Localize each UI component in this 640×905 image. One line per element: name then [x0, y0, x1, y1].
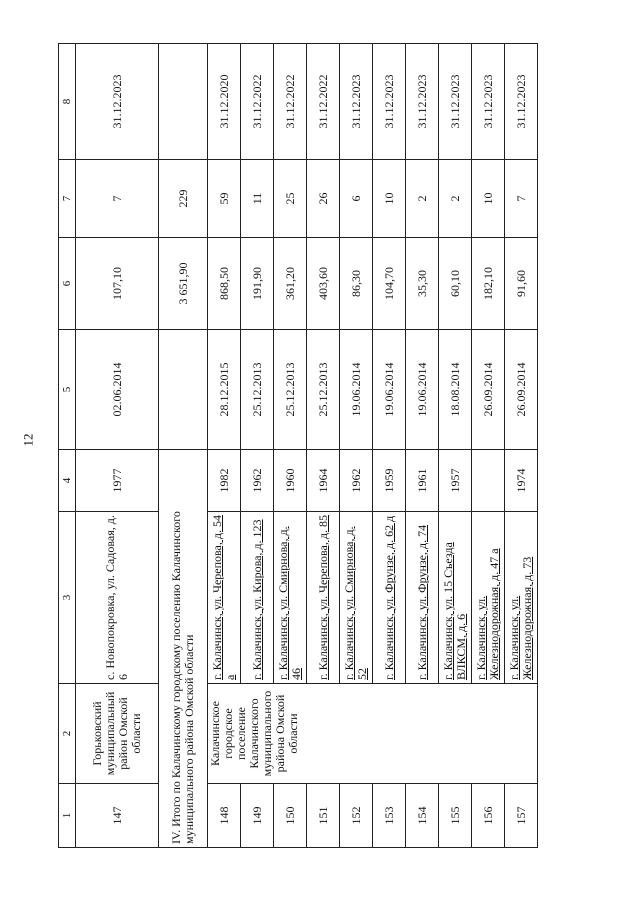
row-number: 147: [76, 784, 159, 848]
header-col-6: 6: [59, 238, 76, 330]
address-cell: г. Калачинск, ул. Черепова, д. 85: [307, 512, 340, 684]
address-cell: г. Калачинск, ул. Кирова, д. 123: [241, 512, 274, 684]
total-count: 229: [159, 160, 208, 238]
row-number: 157: [505, 784, 538, 848]
deadline-cell: 31.12.2023: [76, 44, 159, 160]
date-cell: 02.06.2014: [76, 330, 159, 450]
deadline-cell: 31.12.2023: [505, 44, 538, 160]
address-cell: г. Калачинск, ул. Черепова, д. 54 а: [208, 512, 241, 684]
area-cell: 868,50: [208, 238, 241, 330]
row-number: 150: [274, 784, 307, 848]
year-cell: 1957: [439, 450, 472, 512]
date-cell: 25.12.2013: [274, 330, 307, 450]
year-cell: 1962: [241, 450, 274, 512]
row-number: 153: [373, 784, 406, 848]
row-number: 155: [439, 784, 472, 848]
year-cell: 1961: [406, 450, 439, 512]
total-empty-cell: [159, 330, 208, 450]
date-cell: 18.08.2014: [439, 330, 472, 450]
address-cell: г. Калачинск, ул. Железнодорожная, д. 73: [505, 512, 538, 684]
year-cell: 1964: [307, 450, 340, 512]
group-body: [208, 44, 538, 848]
deadline-cell: 31.12.2023: [373, 44, 406, 160]
deadline-cell: 31.12.2022: [274, 44, 307, 160]
deadline-cell: 31.12.2023: [340, 44, 373, 160]
date-cell: 19.06.2014: [406, 330, 439, 450]
count-cell: 10: [472, 160, 505, 238]
row-number: 152: [340, 784, 373, 848]
deadline-cell: 31.12.2022: [241, 44, 274, 160]
count-cell: 25: [274, 160, 307, 238]
area-cell: 107,10: [76, 238, 159, 330]
count-cell: 59: [208, 160, 241, 238]
row-number: 149: [241, 784, 274, 848]
deadline-cell: 31.12.2022: [307, 44, 340, 160]
page-number: 12: [20, 433, 36, 447]
date-cell: 26.09.2014: [472, 330, 505, 450]
row-number: 151: [307, 784, 340, 848]
header-col-4: 4: [59, 450, 76, 512]
table-row: [76, 44, 159, 848]
header-row: [59, 44, 76, 848]
year-cell: 1977: [76, 450, 159, 512]
area-cell: 60,10: [439, 238, 472, 330]
header-col-1: 1: [59, 784, 76, 848]
total-label: IV. Итого по Калачинскому городскому поселению Калачинского муниципального района Омской области: [159, 450, 208, 848]
header-col-5: 5: [59, 330, 76, 450]
rotated-table-container: [58, 44, 534, 848]
address-cell: г. Калачинск, ул. 15 Съезда ВЛКСМ, д. 6: [439, 512, 472, 684]
count-cell: 26: [307, 160, 340, 238]
area-cell: 86,30: [340, 238, 373, 330]
count-cell: 7: [76, 160, 159, 238]
count-cell: 10: [373, 160, 406, 238]
address-cell: г. Калачинск, ул. Фрунзе, д. 62 д: [373, 512, 406, 684]
row-number: 156: [472, 784, 505, 848]
header-col-3: 3: [59, 512, 76, 684]
group-municipality-cell: Калачинское городское поселение Калачинского муниципального района Омской области: [208, 684, 538, 784]
count-cell: 11: [241, 160, 274, 238]
date-cell: 25.12.2013: [307, 330, 340, 450]
date-cell: 28.12.2015: [208, 330, 241, 450]
deadline-cell: 31.12.2023: [472, 44, 505, 160]
year-cell: 1974: [505, 450, 538, 512]
total-empty-deadline: [159, 44, 208, 160]
total-row: [159, 44, 208, 848]
total-area: 3 651,90: [159, 238, 208, 330]
table-row: [208, 44, 241, 848]
area-cell: 361,20: [274, 238, 307, 330]
count-cell: 7: [505, 160, 538, 238]
address-cell: с. Новопокровка, ул. Садовая, д. 6: [76, 512, 159, 684]
year-cell: 1959: [373, 450, 406, 512]
row-number: 148: [208, 784, 241, 848]
header-col-2: 2: [59, 684, 76, 784]
header-col-7: 7: [59, 160, 76, 238]
address-cell: г. Калачинск, ул. Железнодорожная, д. 47 а: [472, 512, 505, 684]
area-cell: 191,90: [241, 238, 274, 330]
date-cell: 25.12.2013: [241, 330, 274, 450]
date-cell: 19.06.2014: [340, 330, 373, 450]
address-cell: г. Калачинск, ул. Смирнова, д. 46: [274, 512, 307, 684]
area-cell: 91,60: [505, 238, 538, 330]
housing-table: [58, 43, 538, 848]
area-cell: 403,60: [307, 238, 340, 330]
header-col-8: 8: [59, 44, 76, 160]
count-cell: 2: [406, 160, 439, 238]
address-cell: г. Калачинск, ул. Фрунзе, д. 74: [406, 512, 439, 684]
year-cell: 1962: [340, 450, 373, 512]
count-cell: 6: [340, 160, 373, 238]
area-cell: 35,30: [406, 238, 439, 330]
municipality-cell: Горьковский муниципальный район Омской области: [76, 684, 159, 784]
year-cell: [472, 450, 505, 512]
deadline-cell: 31.12.2023: [406, 44, 439, 160]
year-cell: 1960: [274, 450, 307, 512]
count-cell: 2: [439, 160, 472, 238]
deadline-cell: 31.12.2020: [208, 44, 241, 160]
year-cell: 1982: [208, 450, 241, 512]
row-number: 154: [406, 784, 439, 848]
address-cell: г. Калачинск, ул. Смирнова, д. 52: [340, 512, 373, 684]
area-cell: 182,10: [472, 238, 505, 330]
deadline-cell: 31.12.2023: [439, 44, 472, 160]
area-cell: 104,70: [373, 238, 406, 330]
date-cell: 19.06.2014: [373, 330, 406, 450]
date-cell: 26.09.2014: [505, 330, 538, 450]
